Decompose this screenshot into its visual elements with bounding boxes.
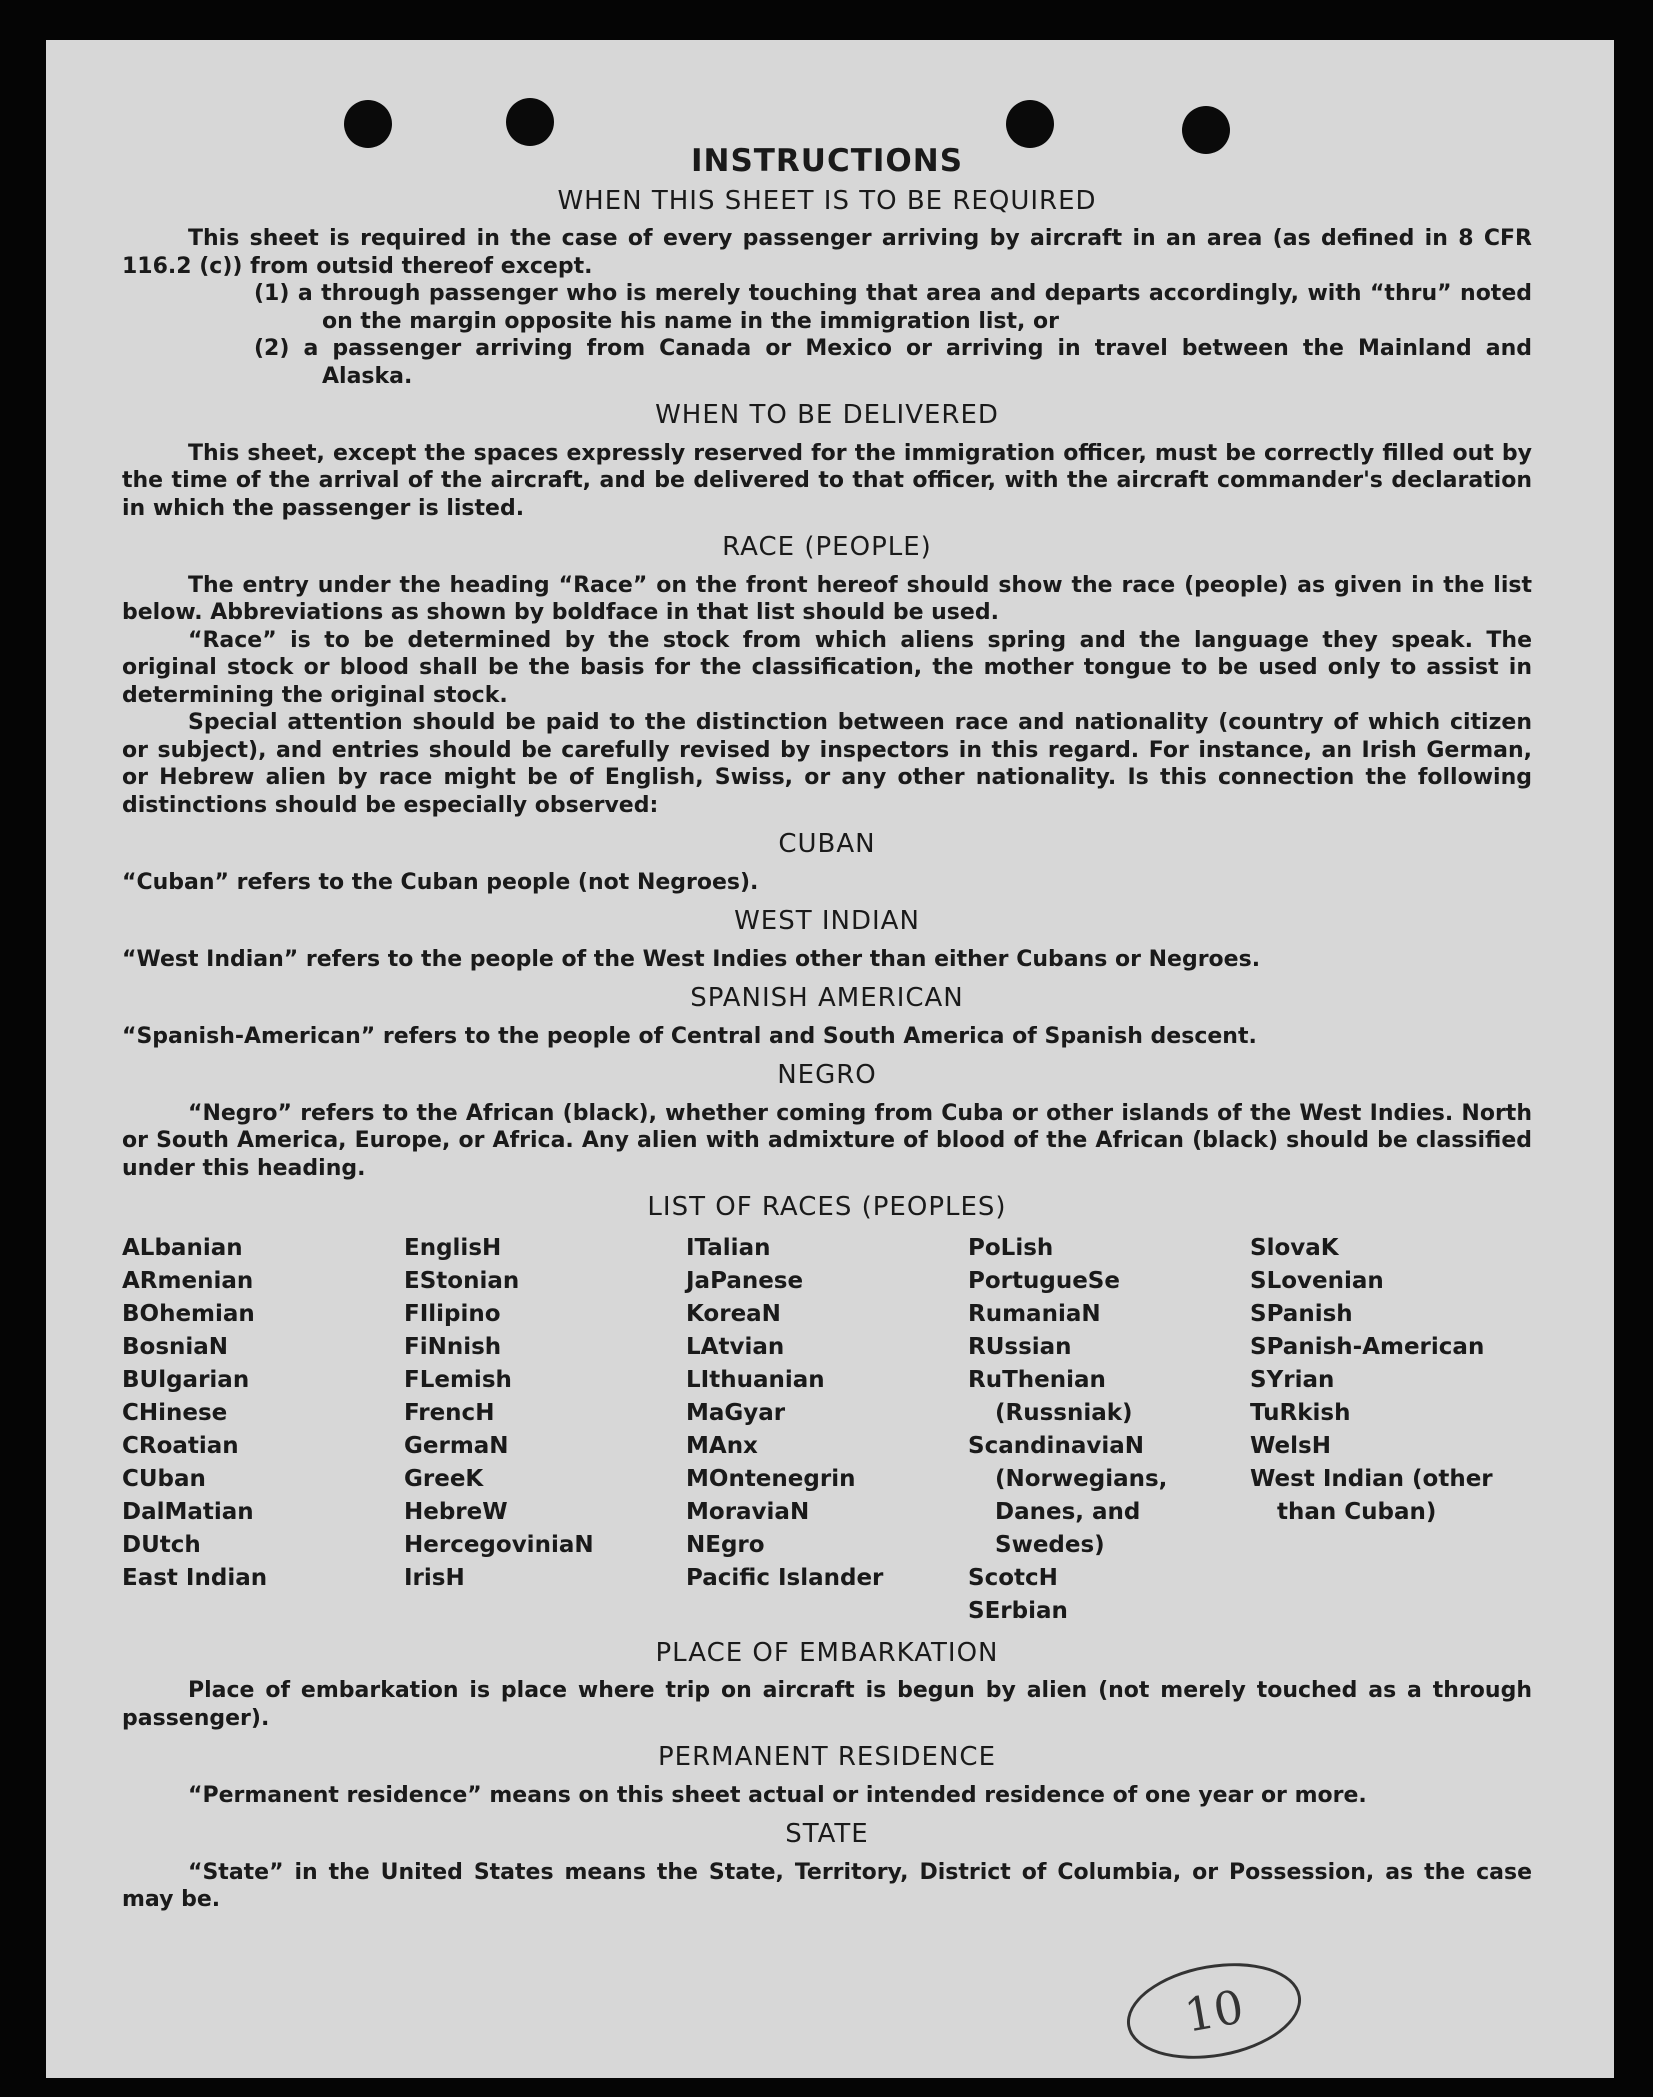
punch-hole — [1006, 100, 1054, 148]
section-heading-spanish-american: SPANISH AMERICAN — [690, 983, 964, 1013]
race-item: FiNnish — [404, 1333, 502, 1360]
race-item: SLovenian — [1250, 1267, 1384, 1294]
race-item: TuRkish — [1250, 1399, 1351, 1426]
race-item: PortugueSe — [968, 1267, 1120, 1294]
race-item: MaGyar — [686, 1399, 786, 1426]
race-list — [122, 1232, 1532, 1628]
residence-text: “Permanent residence” means on this sheet actual or intended residence of one year or more. — [188, 1782, 1367, 1808]
race-item: LIthuanian — [686, 1366, 825, 1393]
spanish-american-text: “Spanish-American” refers to the people of Central and South America of Spanish descent. — [122, 1023, 1257, 1049]
section-heading-embarkation: PLACE OF EMBARKATION — [655, 1637, 999, 1668]
race-item: MAnx — [686, 1432, 758, 1459]
section-heading-list: LIST OF RACES (PEOPLES) — [647, 1192, 1007, 1222]
race-item: East Indian — [122, 1564, 268, 1591]
race-item: SErbian — [968, 1597, 1068, 1624]
race-item: SYrian — [1250, 1366, 1335, 1393]
race-item: SPanish — [1250, 1300, 1353, 1327]
race-item: ARmenian — [122, 1267, 254, 1294]
race-item: CUban — [122, 1465, 206, 1492]
race-item: LAtvian — [686, 1333, 785, 1360]
race-item: DUtch — [122, 1531, 201, 1558]
race-item: FrencH — [404, 1399, 495, 1426]
race-column — [1250, 1232, 1532, 1628]
required-item-1: (1) a through passenger who is merely touching that area and departs accordingly, with “thru” noted on the margin opposite his name in the immigration list, or — [254, 281, 1532, 334]
state-text: “State” in the United States means the State, Territory, District of Columbia, or Possession, as the case may be. — [122, 1859, 1532, 1912]
race-item: BosniaN — [122, 1333, 229, 1360]
race-paragraph: “Race” is to be determined by the stock from which aliens spring and the language they speak. The original stock or blood shall be the basis for the classification, the mother tongue to be used only to assist in determining the original stock. — [122, 627, 1532, 708]
section-heading-state: STATE — [785, 1819, 869, 1849]
race-item: BOhemian — [122, 1300, 255, 1327]
race-item: HercegoviniaN — [404, 1531, 594, 1558]
section-heading-west-indian: WEST INDIAN — [734, 906, 920, 936]
race-column — [404, 1232, 686, 1628]
race-column — [122, 1232, 404, 1628]
race-item: RuThenian (Russniak) — [968, 1366, 1133, 1426]
race-item: RumaniaN — [968, 1300, 1101, 1327]
race-item: IrisH — [404, 1564, 465, 1591]
delivered-text: This sheet, except the spaces expressly reserved for the immigration officer, must be correctly filled out by the time of the arrival of the aircraft, and be delivered to that officer, with the aircraft commander's declaration in which the passenger is listed. — [122, 440, 1532, 521]
section-heading-negro: NEGRO — [777, 1060, 877, 1090]
negro-text: “Negro” refers to the African (black), whether coming from Cuba or other islands of the West Indies. North or South America, Europe, or Africa. Any alien with admixture of blood of the African (black) should be classified under this heading. — [122, 1100, 1532, 1181]
page-number-stamp: 10 — [1119, 1950, 1308, 2071]
race-item: FLemish — [404, 1366, 512, 1393]
race-item: NEgro — [686, 1531, 765, 1558]
page-title: INSTRUCTIONS — [690, 143, 964, 179]
race-item: MOntenegrin — [686, 1465, 856, 1492]
race-item: West Indian (other than Cuban) — [1250, 1465, 1493, 1525]
race-item: FIlipino — [404, 1300, 501, 1327]
race-item: DalMatian — [122, 1498, 254, 1525]
race-item: EStonian — [404, 1267, 520, 1294]
punch-hole — [344, 100, 392, 148]
race-item: BUlgarian — [122, 1366, 250, 1393]
west-indian-text: “West Indian” refers to the people of the West Indies other than either Cubans or Negroes. — [122, 946, 1261, 972]
race-item: CHinese — [122, 1399, 228, 1426]
race-item: PoLish — [968, 1234, 1054, 1261]
race-item: ITalian — [686, 1234, 771, 1261]
section-heading-cuban: CUBAN — [778, 829, 876, 859]
race-item: SlovaK — [1250, 1234, 1339, 1261]
document-sheet — [46, 40, 1614, 2078]
race-paragraph: Special attention should be paid to the distinction between race and nationality (country of which citizen or subject), and entries should be carefully revised by inspectors in this regard. For instance, an Irish German, or Hebrew alien by race might be of English, Swiss, or any other nationality. Is this connection the following distinctions should be especially observed: — [122, 710, 1532, 818]
section-heading-residence: PERMANENT RESIDENCE — [657, 1742, 996, 1772]
section-heading-race: RACE (PEOPLE) — [722, 532, 932, 562]
punch-hole — [1182, 106, 1230, 154]
required-item-2: (2) a passenger arriving from Canada or Mexico or arriving in travel between the Mainland and Alaska. — [254, 336, 1532, 389]
section-heading-delivered: WHEN TO BE DELIVERED — [655, 400, 999, 430]
race-item: MoraviaN — [686, 1498, 810, 1525]
race-item: KoreaN — [686, 1300, 781, 1327]
race-item: EnglisH — [404, 1234, 502, 1261]
required-intro: This sheet is required in the case of every passenger arriving by aircraft in an area (as defined in 8 CFR 116.2 (c)) from outsid thereof except. — [122, 226, 1532, 279]
punch-hole — [506, 98, 554, 146]
race-item: HebreW — [404, 1498, 508, 1525]
race-item: ScandinaviaN (Norwegians, Danes, and Swedes) — [968, 1432, 1168, 1558]
race-item: JaPanese — [686, 1267, 804, 1294]
race-item: CRoatian — [122, 1432, 239, 1459]
race-item: ScotcH — [968, 1564, 1058, 1591]
race-item: RUssian — [968, 1333, 1072, 1360]
race-item: GreeK — [404, 1465, 484, 1492]
instructions-content — [122, 143, 1532, 1914]
race-column — [968, 1232, 1250, 1628]
race-paragraph: The entry under the heading “Race” on the front hereof should show the race (people) as given in the list below. Abbreviations as shown by boldface in that list should be used. — [122, 572, 1532, 625]
cuban-text: “Cuban” refers to the Cuban people (not Negroes). — [122, 869, 759, 895]
race-item: Pacific Islander — [686, 1564, 884, 1591]
embarkation-text: Place of embarkation is place where trip on aircraft is begun by alien (not merely touched as a through passenger). — [122, 1678, 1532, 1731]
race-column — [686, 1232, 968, 1628]
race-item: ALbanian — [122, 1234, 243, 1261]
section-heading-required: WHEN THIS SHEET IS TO BE REQUIRED — [557, 185, 1097, 216]
race-item: WelsH — [1250, 1432, 1331, 1459]
race-item: GermaN — [404, 1432, 509, 1459]
race-item: SPanish-American — [1250, 1333, 1485, 1360]
